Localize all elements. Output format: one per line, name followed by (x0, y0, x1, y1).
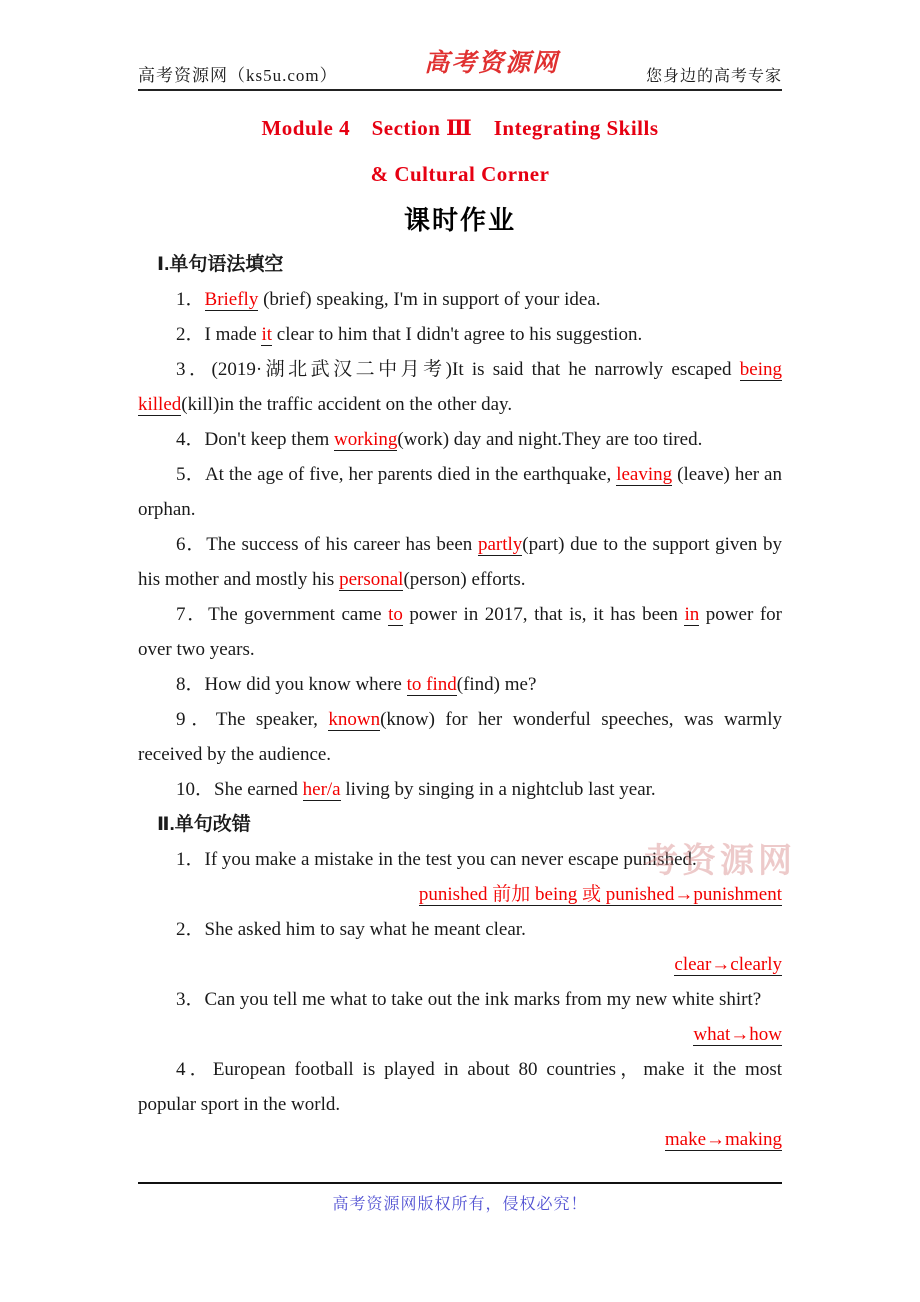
question-item (138, 842, 782, 877)
filled-answer: Briefly (204, 289, 259, 310)
question-text: (brief) speaking, I'm in support of your idea. (258, 289, 601, 310)
filled-answer: it (261, 324, 273, 345)
header-site-name: 高考资源网（ks5u.com） (138, 66, 338, 85)
section-heading: Ⅱ.单句改错 (157, 814, 251, 835)
question-item (138, 352, 782, 422)
filled-answer: make→making (664, 1129, 782, 1150)
question-text: 5．At the age of five, her parents died in the earthquake, (176, 464, 617, 485)
question-list (138, 282, 782, 807)
filled-answer: known (328, 709, 381, 730)
filled-answer: being killed (138, 359, 782, 415)
question-text: 4．European football is played in about 80 countries，make it the most popular sport in the world. (138, 1059, 782, 1115)
question-item (138, 912, 782, 947)
filled-answer: what→how (693, 1024, 782, 1045)
question-text: 6．The success of his career has been (176, 534, 478, 555)
doc-title-line1: Module 4 Section Ⅲ Integrating Skills (261, 116, 659, 140)
question-text: (part) due to the support given by his mother and mostly his (138, 534, 782, 590)
site-logo: 高考资源网 (424, 50, 560, 77)
section-error-correction (138, 807, 782, 1157)
copyright-notice: 高考资源网版权所有，侵权必究！ (332, 1196, 588, 1213)
question-item (138, 597, 782, 667)
question-text: clear to him that I didn't agree to his suggestion. (272, 324, 643, 345)
question-text: 7．The government came (176, 604, 389, 625)
question-item (138, 702, 782, 772)
correction-answer (138, 1122, 782, 1157)
question-list (138, 842, 782, 1157)
question-text: 4．Don't keep them (176, 429, 335, 450)
filled-answer: personal (339, 569, 404, 590)
question-text: 3．Can you tell me what to take out the ink marks from my new white shirt? (176, 989, 762, 1010)
filled-answer: punished 前加 being 或 punished→punishment (418, 884, 782, 905)
question-text: (person) efforts. (403, 569, 526, 590)
question-text: 9．The speaker, (176, 709, 329, 730)
site-watermark: 考资源网 (644, 843, 796, 880)
header-slogan: 您身边的高考专家 (645, 68, 782, 85)
question-text: (find) me? (456, 674, 537, 695)
question-item (138, 772, 782, 807)
filled-answer: leaving (616, 464, 673, 485)
question-item (138, 282, 782, 317)
question-text: 2．I made (176, 324, 262, 345)
page-footer (138, 1182, 782, 1214)
question-item (138, 982, 782, 1017)
correction-answer (138, 1017, 782, 1052)
filled-answer: to (388, 604, 403, 625)
filled-answer: partly (477, 534, 523, 555)
question-text: (work) day and night.They are too tired. (397, 429, 703, 450)
question-text: living by singing in a nightclub last year. (340, 779, 656, 800)
question-text: 1． (176, 289, 205, 310)
question-text: 8．How did you know where (176, 674, 407, 695)
filled-answer: her/a (302, 779, 341, 800)
page-header (138, 0, 782, 91)
question-item (138, 667, 782, 702)
question-text: (kill)in the traffic accident on the other day. (181, 394, 513, 415)
section-heading: Ⅰ.单句语法填空 (157, 254, 284, 275)
question-item (138, 422, 782, 457)
question-text: 2．She asked him to say what he meant clear. (176, 919, 526, 940)
filled-answer: working (334, 429, 398, 450)
filled-answer: in (684, 604, 700, 625)
question-item (138, 457, 782, 527)
filled-answer: to find (406, 674, 457, 695)
question-text: power in 2017, that is, it has been (402, 604, 685, 625)
question-text: (leave) her an orphan. (138, 464, 782, 520)
question-text: 10．She earned (176, 779, 303, 800)
worksheet-content (0, 243, 920, 1157)
correction-answer (138, 947, 782, 982)
question-item (138, 1052, 782, 1122)
question-item (138, 527, 782, 597)
question-item (138, 317, 782, 352)
doc-title-line2: & Cultural Corner (370, 162, 550, 186)
question-text: 1．If you make a mistake in the test you can never escape punished. (176, 849, 697, 870)
filled-answer: clear→clearly (674, 954, 782, 975)
section-grammar-fill (138, 247, 782, 807)
correction-answer (138, 877, 782, 912)
doc-subtitle: 课时作业 (403, 205, 516, 235)
question-text: 3．(2019·湖北武汉二中月考)It is said that he narrowly escaped (176, 359, 740, 380)
question-text: (know) for her wonderful speeches, was warmly received by the audience. (138, 709, 782, 765)
question-text: power for over two years. (138, 604, 782, 660)
